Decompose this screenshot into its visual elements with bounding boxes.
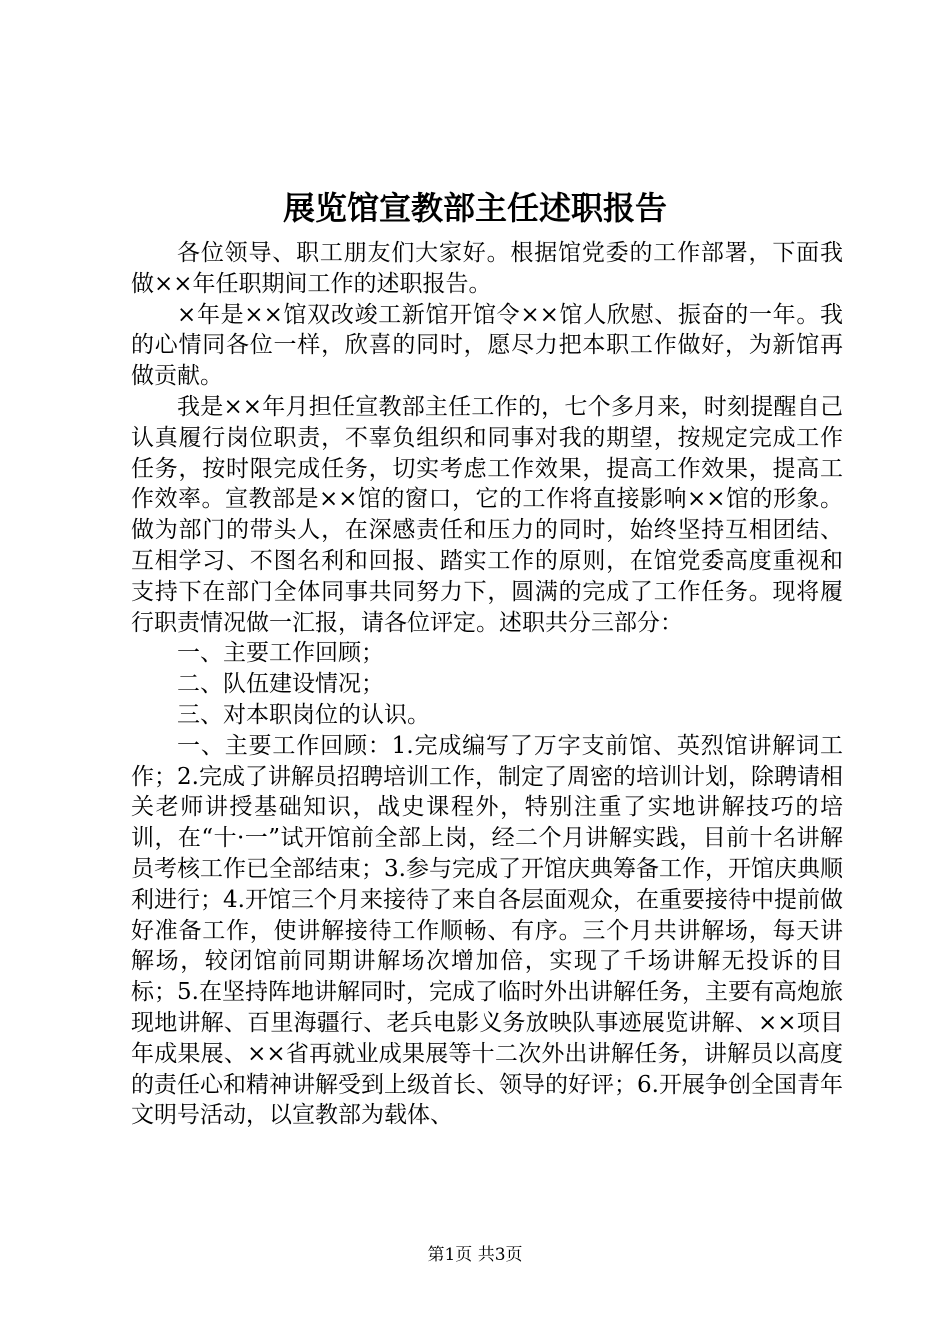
outline-item-3: 三、对本职岗位的认识。 bbox=[177, 701, 430, 728]
paragraph-overview: 我是××年月担任宣教部主任工作的，七个多月来，时刻提醒自己认真履行岗位职责，不辜负组织和同事对我的期望，按规定完成工作任务，按时限完成任务，切实考虑工作效果，提高工作效果，提高工作效率。宣教部是××馆的窗口，它的工作将直接影响××馆的形象。做为部门的带头人，在深感责任和压力的同时，始终坚持互相团结、互相学习、不图名利和回报、踏实工作的原则，在馆党委高度重视和支持下在部门全体同事共同努力下，圆满的完成了工作任务。现将履行职责情况做一汇报，请各位评定。述职共分三部分： bbox=[131, 393, 843, 636]
document-body bbox=[131, 238, 843, 1131]
outline-item-2: 二、队伍建设情况； bbox=[177, 671, 384, 698]
outline-item-1: 一、主要工作回顾； bbox=[177, 640, 384, 667]
paragraph-greeting: 各位领导、职工朋友们大家好。根据馆党委的工作部署，下面我做××年任职期间工作的述职报告。 bbox=[131, 240, 843, 297]
paragraph-main-work: 一、主要工作回顾：1.完成编写了万字支前馆、英烈馆讲解词工作；2.完成了讲解员招聘培训工作，制定了周密的培训计划，除聘请相关老师讲授基础知识，战史课程外，特别注重了实地讲解技巧的培训，在“十·一”试开馆前全部上岗，经二个月讲解实践，目前十名讲解员考核工作已全部结束；3.参与完成了开馆庆典筹备工作，开馆庆典顺利进行；4.开馆三个月来接待了来自各层面观众，在重要接待中提前做好准备工作，使讲解接待工作顺畅、有序。三个月共讲解场，每天讲解场，较闭馆前同期讲解场次增加倍，实现了千场讲解无投诉的目标；5.在坚持阵地讲解同时，完成了临时外出讲解任务，主要有高炮旅现地讲解、百里海疆行、老兵电影义务放映队事迹展览讲解、××项目年成果展、××省再就业成果展等十二次外出讲解任务，讲解员以高度的责任心和精神讲解受到上级首长、领导的好评；6.开展争创全国青年文明号活动，以宣教部为载体、 bbox=[131, 732, 843, 1129]
document-title: 展览馆宣教部主任述职报告 bbox=[282, 189, 667, 227]
page-number-footer: 第1页 共3页 bbox=[427, 1245, 523, 1265]
paragraph-intro: ×年是××馆双改竣工新馆开馆令××馆人欣慰、振奋的一年。我的心情同各位一样，欣喜的同时，愿尽力把本职工作做好，为新馆再做贡献。 bbox=[131, 301, 843, 390]
